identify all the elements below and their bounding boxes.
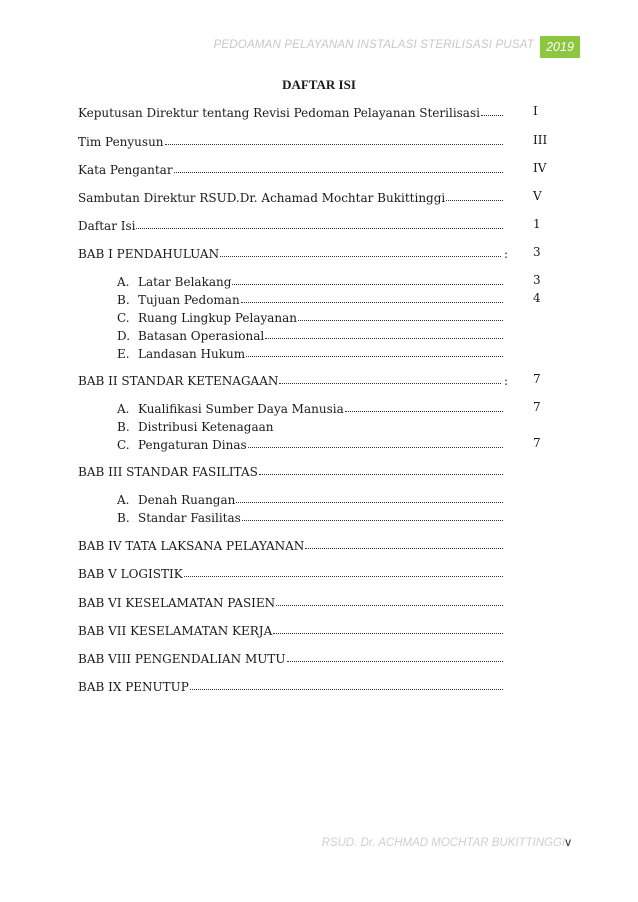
toc-entry-bab-8 (78, 648, 504, 666)
dot-leader (279, 383, 501, 384)
dot-leader (265, 338, 503, 339)
toc-entry-label: BAB I PENDAHULUAN (78, 247, 220, 261)
toc-entry-bab-5 (78, 563, 504, 581)
toc-subentry-letter: A. (117, 493, 130, 507)
toc-subentry-letter: B. (117, 293, 130, 307)
toc-entry-label: BAB IV TATA LAKSANA PELAYANAN (78, 539, 305, 553)
header-title: PEDOAMAN PELAYANAN INSTALASI STERILISASI PUSAT (213, 39, 534, 51)
footer-hospital-name: RSUD. Dr. ACHMAD MOCHTAR BUKITTINGGI (321, 837, 566, 849)
dot-leader (298, 320, 503, 321)
dot-leader (246, 356, 503, 357)
toc-subentry-letter: A. (117, 402, 130, 416)
dot-leader (259, 474, 503, 475)
toc-entry-label: Kata Pengantar (78, 163, 173, 177)
dot-leader (220, 256, 501, 257)
toc-page-number: 7 (533, 372, 541, 386)
dot-leader (232, 284, 503, 285)
toc-subentry-distribusi (117, 416, 504, 434)
toc-subentry-letter: D. (117, 329, 131, 343)
toc-entry-bab-6 (78, 592, 504, 610)
toc-page-number: III (533, 133, 548, 147)
toc-subentry-batasan (117, 325, 504, 343)
toc-entry-label: BAB IX PENUTUP (78, 680, 189, 694)
dot-leader (136, 228, 503, 229)
toc-subentry-tujuan (117, 289, 504, 307)
toc-entry-label: BAB VI KESELAMATAN PASIEN (78, 596, 276, 610)
toc-subentry-pengaturan-dinas (117, 434, 504, 452)
toc-entry-bab-2 (78, 370, 508, 388)
toc-entry-bab-3 (78, 461, 504, 479)
toc-subentry-letter: B. (117, 420, 130, 434)
dot-leader (241, 302, 503, 303)
toc-entry-bab-7 (78, 620, 504, 638)
toc-entry-label: Keputusan Direktur tentang Revisi Pedoman Pelayanan Sterilisasi (78, 106, 480, 120)
toc-subentry-letter: E. (117, 347, 130, 361)
toc-subentry-landasan-hukum (117, 343, 504, 361)
dot-leader (276, 605, 503, 606)
toc-page-number: 3 (533, 273, 541, 287)
toc-entry-label: BAB VII KESELAMATAN KERJA (78, 624, 273, 638)
toc-subentry-letter: A. (117, 275, 130, 289)
toc-subentry-latar-belakang (117, 271, 504, 289)
toc-subentry-label: Latar Belakang (138, 275, 232, 289)
toc-subentry-letter: B. (117, 511, 130, 525)
toc-entry-bab-1 (78, 243, 508, 261)
dot-leader (184, 576, 503, 577)
toc-subentry-label: Kualifikasi Sumber Daya Manusia (138, 402, 344, 416)
toc-subentry-letter: C. (117, 311, 130, 325)
toc-entry-bab-9 (78, 676, 504, 694)
toc-subentry-ruang-lingkup (117, 307, 504, 325)
toc-colon: : (503, 247, 508, 261)
dot-leader (481, 115, 503, 116)
toc-colon: : (503, 374, 508, 388)
toc-entry-keputusan (78, 102, 504, 120)
toc-page-number: 7 (533, 400, 541, 414)
toc-subentry-kualifikasi (117, 398, 504, 416)
dot-leader (174, 172, 503, 173)
toc-entry-label: Daftar Isi (78, 219, 136, 233)
page-header (0, 36, 638, 60)
dot-leader (242, 520, 503, 521)
dot-leader (248, 447, 503, 448)
toc-subentry-label: Batasan Operasional (138, 329, 265, 343)
toc-subentry-label: Ruang Lingkup Pelayanan (138, 311, 298, 325)
dot-leader (446, 200, 503, 201)
toc-subentry-label: Standar Fasilitas (138, 511, 241, 525)
dot-leader (305, 548, 503, 549)
toc-page-number: I (533, 104, 538, 118)
dot-leader (273, 633, 503, 634)
header-year-badge: 2019 (540, 36, 580, 58)
toc-subentry-label: Denah Ruangan (138, 493, 236, 507)
toc-subentry-label: Tujuan Pedoman (138, 293, 240, 307)
toc-subentry-standar-fasilitas (117, 507, 504, 525)
toc-page-number: 1 (533, 217, 541, 231)
toc-page-number: 4 (533, 291, 541, 305)
toc-entry-label: Sambutan Direktur RSUD.Dr. Achamad Mochtar Bukittinggi (78, 191, 446, 205)
toc-entry-label: Tim Penyusun (78, 135, 164, 149)
toc-entry-tim-penyusun (78, 131, 504, 149)
toc-subentry-label: Landasan Hukum (138, 347, 246, 361)
dot-leader (190, 689, 503, 690)
toc-subentry-letter: C. (117, 438, 130, 452)
toc-page-number: 3 (533, 245, 541, 259)
toc-entry-label: BAB III STANDAR FASILITAS (78, 465, 258, 479)
toc-subentry-label: Distribusi Ketenagaan (138, 420, 274, 434)
toc-page-number: IV (533, 161, 547, 175)
toc-page-number: V (533, 189, 542, 203)
toc-entry-daftar-isi (78, 215, 504, 233)
toc-entry-label: BAB II STANDAR KETENAGAAN (78, 374, 279, 388)
page-title: DAFTAR ISI (282, 77, 356, 92)
toc-entry-bab-4 (78, 535, 504, 553)
dot-leader (345, 411, 503, 412)
toc-entry-sambutan (78, 187, 504, 205)
toc-entry-kata-pengantar (78, 159, 504, 177)
dot-leader (236, 502, 503, 503)
toc-entry-label: BAB V LOGISTIK (78, 567, 183, 581)
toc-subentry-denah-ruangan (117, 489, 504, 507)
toc-page-number: 7 (533, 436, 541, 450)
toc-entry-label: BAB VIII PENGENDALIAN MUTU (78, 652, 286, 666)
dot-leader (165, 144, 503, 145)
page-footer (322, 837, 571, 849)
toc-subentry-label: Pengaturan Dinas (138, 438, 247, 452)
dot-leader (287, 661, 504, 662)
footer-page-number: v (565, 837, 571, 849)
